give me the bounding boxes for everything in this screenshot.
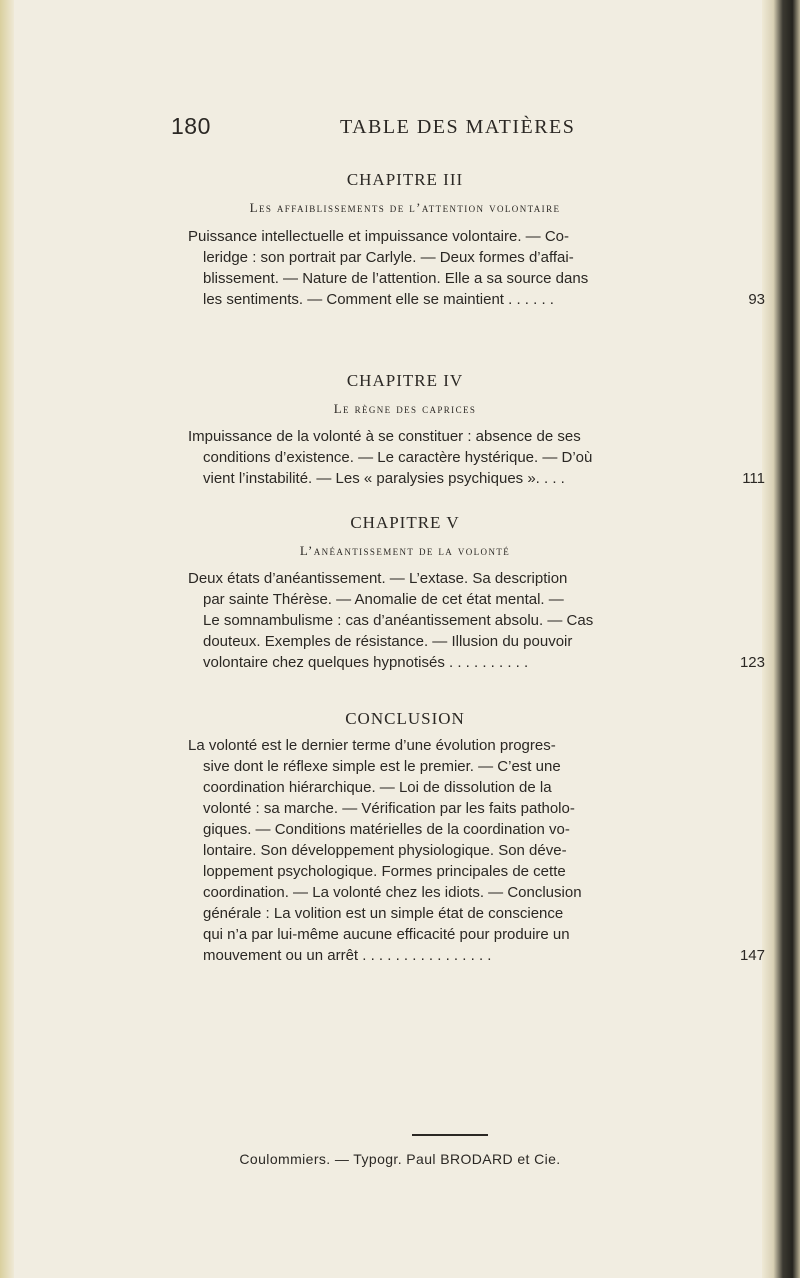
chapter-subtitle: Les affaiblissements de l’attention volontaire [249,200,561,215]
conclusion [0,709,800,966]
summary-line: volontaire chez quelques hypnotisés . . . . . . . . . . [203,654,529,671]
summary-line: coordination. — La volonté chez les idiots. — Conclusion [203,884,582,901]
chapter-5 [0,513,800,673]
summary-line: volonté : sa marche. — Vérification par les faits patholo- [203,800,575,817]
summary-line: par sainte Thérèse. — Anomalie de cet état mental. — [203,591,564,608]
summary-line: vient l’instabilité. — Les « paralysies psychiques ». . . . [203,470,565,487]
summary-line: giques. — Conditions matérielles de la coordination vo- [203,821,570,838]
page-reference: 147 [739,947,765,964]
chapter-title: CHAPITRE IV [346,371,464,390]
summary-line: mouvement ou un arrêt . . . . . . . . . . . . . . . . [203,947,492,964]
summary-line: Impuissance de la volonté à se constituer : absence de ses [188,428,581,445]
chapter-3 [0,170,800,310]
summary-line: générale : La volition est un simple état de conscience [203,905,564,922]
page-reference: 93 [748,291,765,308]
page-number: 180 [171,113,211,139]
summary-line: douteux. Exemples de résistance. — Illusion du pouvoir [203,633,573,650]
summary-line: Puissance intellectuelle et impuissance volontaire. — Co- [188,228,570,245]
summary-line: La volonté est le dernier terme d’une évolution progres- [188,737,556,754]
chapter-title: CONCLUSION [345,709,465,728]
chapter-summary [188,568,765,673]
summary-line: qui n’a par lui-même aucune efficacité pour produire un [203,926,570,943]
chapter-summary [188,426,765,489]
chapter-summary [188,226,765,310]
page-reference: 111 [742,470,765,487]
summary-line: Deux états d’anéantissement. — L’extase. Sa description [188,570,568,587]
chapter-subtitle: L’anéantissement de la volonté [299,543,511,558]
summary-line: lontaire. Son développement physiologique. Son déve- [203,842,567,859]
summary-line: leridge : son portrait par Carlyle. — Deux formes d’affai- [203,249,574,266]
summary-line: les sentiments. — Comment elle se maintient . . . . . . [203,291,554,308]
printer-imprint: Coulommiers. — Typogr. Paul BRODARD et Cie. [239,1151,561,1167]
chapter-title: CHAPITRE III [346,170,464,189]
summary-line: blissement. — Nature de l’attention. Elle a sa source dans [203,270,589,287]
chapter-summary [188,735,765,966]
chapter-4 [0,371,800,489]
summary-line: conditions d’existence. — Le caractère hystérique. — D’où [203,449,593,466]
chapter-title: CHAPITRE V [350,513,460,532]
running-title: TABLE DES MATIÈRES [340,116,576,138]
summary-line: sive dont le réflexe simple est le premier. — C’est une [203,758,561,775]
chapter-subtitle: Le règne des caprices [333,401,477,416]
summary-line: Le somnambulisme : cas d’anéantissement absolu. — Cas [203,612,594,629]
page-reference: 123 [739,654,765,671]
page-header [0,113,800,143]
summary-line: coordination hiérarchique. — Loi de dissolution de la [203,779,552,796]
footer-rule [412,1134,488,1136]
summary-line: loppement psychologique. Formes principales de cette [203,863,566,880]
